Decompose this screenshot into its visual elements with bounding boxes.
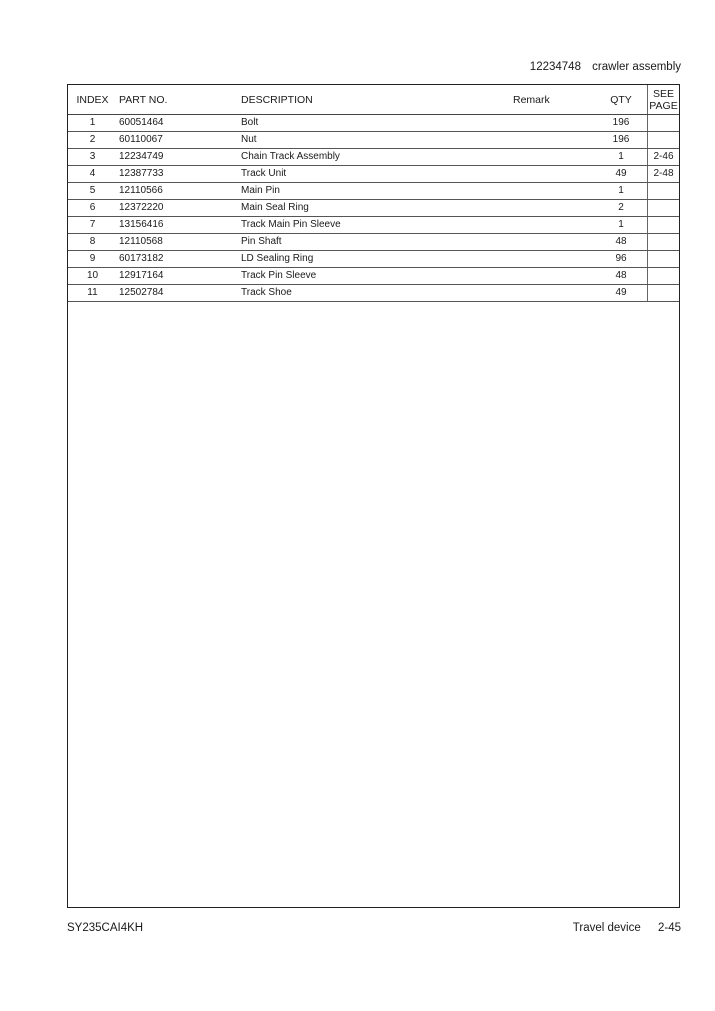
cell-see-page <box>648 183 680 200</box>
cell-index: 7 <box>68 217 117 234</box>
parts-table-body <box>68 115 679 302</box>
cell-index: 10 <box>68 268 117 285</box>
cell-part-no: 60110067 <box>117 132 239 149</box>
cell-part-no: 12110566 <box>117 183 239 200</box>
table-row <box>68 285 679 302</box>
cell-see-page <box>648 285 680 302</box>
cell-index: 5 <box>68 183 117 200</box>
cell-remark <box>509 200 595 217</box>
cell-qty: 196 <box>595 132 648 149</box>
cell-see-page <box>648 132 680 149</box>
cell-qty: 49 <box>595 166 648 183</box>
cell-remark <box>509 234 595 251</box>
cell-description: Chain Track Assembly <box>239 149 509 166</box>
cell-index: 2 <box>68 132 117 149</box>
cell-index: 11 <box>68 285 117 302</box>
cell-part-no: 12917164 <box>117 268 239 285</box>
cell-see-page <box>648 268 680 285</box>
cell-qty: 1 <box>595 183 648 200</box>
column-header-remark: Remark <box>509 85 595 115</box>
cell-part-no: 12234749 <box>117 149 239 166</box>
column-header-description: DESCRIPTION <box>239 85 509 115</box>
cell-see-page: 2-48 <box>648 166 680 183</box>
cell-qty: 1 <box>595 217 648 234</box>
cell-see-page <box>648 251 680 268</box>
cell-part-no: 12372220 <box>117 200 239 217</box>
parts-table <box>68 85 679 302</box>
cell-description: Bolt <box>239 115 509 132</box>
cell-remark <box>509 251 595 268</box>
table-row <box>68 149 679 166</box>
cell-see-page <box>648 217 680 234</box>
cell-see-page <box>648 234 680 251</box>
cell-see-page <box>648 115 680 132</box>
cell-description: Main Pin <box>239 183 509 200</box>
table-row <box>68 132 679 149</box>
column-header-see-page <box>648 85 680 115</box>
cell-see-page <box>648 200 680 217</box>
cell-remark <box>509 285 595 302</box>
cell-part-no: 12387733 <box>117 166 239 183</box>
cell-qty: 49 <box>595 285 648 302</box>
cell-remark <box>509 217 595 234</box>
parts-list-frame <box>67 84 680 908</box>
see-page-line1: SEE <box>652 87 674 100</box>
cell-qty: 48 <box>595 234 648 251</box>
cell-remark <box>509 115 595 132</box>
cell-index: 3 <box>68 149 117 166</box>
page-footer <box>573 922 681 934</box>
page-number: 2-45 <box>657 922 681 934</box>
cell-part-no: 12110568 <box>117 234 239 251</box>
cell-description: Pin Shaft <box>239 234 509 251</box>
cell-part-no: 13156416 <box>117 217 239 234</box>
cell-index: 9 <box>68 251 117 268</box>
cell-remark <box>509 183 595 200</box>
cell-remark <box>509 149 595 166</box>
cell-index: 8 <box>68 234 117 251</box>
cell-description: Nut <box>239 132 509 149</box>
cell-description: Main Seal Ring <box>239 200 509 217</box>
assembly-code: 12234748 <box>529 61 581 73</box>
cell-index: 4 <box>68 166 117 183</box>
cell-remark <box>509 166 595 183</box>
column-header-qty: QTY <box>595 85 648 115</box>
cell-qty: 2 <box>595 200 648 217</box>
cell-qty: 1 <box>595 149 648 166</box>
assembly-name: crawler assembly <box>592 61 681 73</box>
see-page-line2: PAGE <box>649 99 678 112</box>
table-row <box>68 200 679 217</box>
table-header-row <box>68 85 679 115</box>
cell-index: 1 <box>68 115 117 132</box>
model-code: SY235CAI4KH <box>67 922 144 934</box>
cell-description: Track Unit <box>239 166 509 183</box>
table-row <box>68 268 679 285</box>
cell-index: 6 <box>68 200 117 217</box>
cell-remark <box>509 268 595 285</box>
cell-remark <box>509 132 595 149</box>
cell-description: Track Shoe <box>239 285 509 302</box>
cell-qty: 96 <box>595 251 648 268</box>
column-header-index: INDEX <box>68 85 117 115</box>
table-row <box>68 115 679 132</box>
cell-part-no: 60173182 <box>117 251 239 268</box>
table-row <box>68 234 679 251</box>
table-row <box>68 183 679 200</box>
cell-part-no: 60051464 <box>117 115 239 132</box>
cell-see-page: 2-46 <box>648 149 680 166</box>
cell-part-no: 12502784 <box>117 285 239 302</box>
cell-description: Track Main Pin Sleeve <box>239 217 509 234</box>
cell-description: Track Pin Sleeve <box>239 268 509 285</box>
section-name: Travel device <box>572 922 641 934</box>
table-row <box>68 166 679 183</box>
assembly-header <box>530 61 681 73</box>
table-row <box>68 251 679 268</box>
cell-qty: 196 <box>595 115 648 132</box>
table-row <box>68 217 679 234</box>
cell-qty: 48 <box>595 268 648 285</box>
cell-description: LD Sealing Ring <box>239 251 509 268</box>
column-header-part-no: PART NO. <box>117 85 239 115</box>
